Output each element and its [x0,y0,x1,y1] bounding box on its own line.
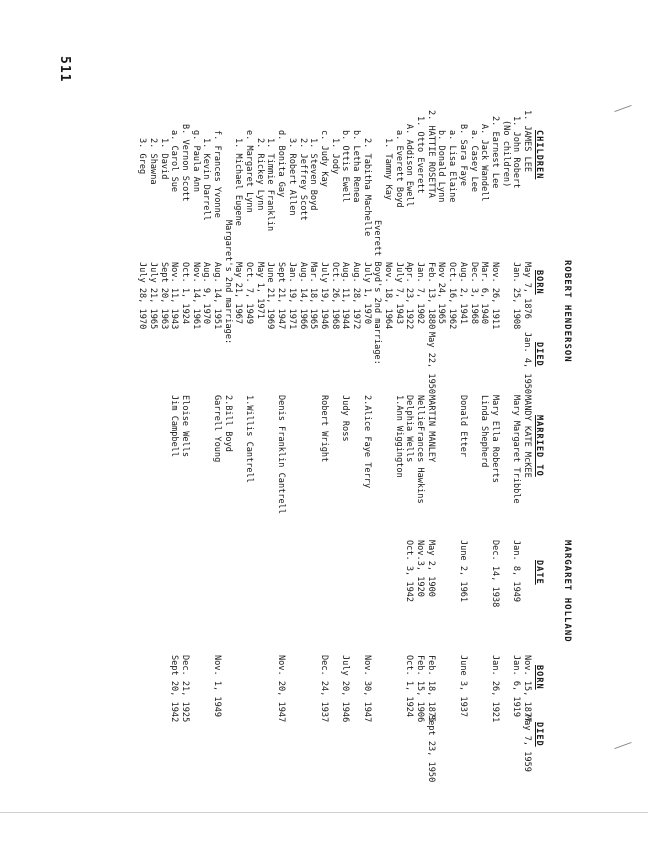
cell-married: MANDY KATE McKEE [522,395,532,478]
cell-born: Mar. 6, 1940 [479,262,490,325]
table-body [137,110,532,783]
cell-born: May 7, 1876 [522,262,532,319]
cell-name: 1. Michael Eugene [233,138,244,226]
cell-born: July 28, 1970 [137,262,148,330]
table-row [297,110,308,750]
cell-name: 2. Tabitha Machelle [361,138,372,237]
table-row [521,110,532,772]
table-row [511,110,522,750]
cell-born: Aug. 11, 1944 [340,262,351,330]
cell-name: 1. Otto Everett [415,116,426,194]
genealogy-table [52,110,572,783]
table-row [404,110,415,750]
col-spouse-born: BORN [534,665,544,690]
cell-name: 1. Kevin Darrell [201,138,212,221]
cell-married: Eloise Wells [180,395,190,458]
table-row [414,110,425,750]
cell-name: 1. John Robert [511,116,522,189]
cell-name: b. Letha Renea [351,130,361,203]
cell-married: Linda Shepherd [479,395,490,468]
cell-name: g. Paula Ann [190,130,201,193]
cell-name: A. Jack Wandell [479,124,490,202]
cell-name: 1. David [158,138,169,180]
cell-married: 2.Alice Faye Terry [361,395,372,489]
cell-sborn: July 20, 1946 [340,655,351,723]
table-row [286,110,297,750]
cell-born: Aug. 14, 1951 [212,262,223,330]
cell-name: 3. Robert Allen [286,138,297,216]
table-row [137,110,148,750]
cell-sborn: Dec. 21, 1925 [180,655,190,723]
bottom-rule [0,812,648,813]
cell-married: 1.Willis Cantrell [244,395,255,483]
cell-married: 1.Ann Wiggington [393,395,404,478]
cell-born: May 1, 1971 [254,262,265,319]
cell-born: Oct. 7, 1949 [244,262,255,325]
cell-sdied: Sept 23, 1950 [425,715,436,783]
cell-name: B. Sara Faye [457,124,468,187]
col-spouse-died: DIED [534,722,544,747]
cell-born: July 1, 1970 [361,262,372,325]
cell-name: a. Lisa Elaine [447,130,458,203]
cell-born: Nov. 18, 1964 [383,262,394,330]
cell-name: a. Everett Boyd [393,130,404,208]
table-row [169,110,180,750]
cell-sborn: Nov. 30, 1947 [361,655,372,723]
cell-sborn: June 3, 1937 [457,655,468,718]
cell-married: NellieFrances Hawkins [415,395,426,504]
cell-name: Everett Boyd's 2nd marriage: [372,220,383,365]
cell-married: 2.Bill Boyd [222,395,233,452]
cell-born: July 21, 1965 [147,262,158,330]
table-row [361,110,372,750]
cell-born: May 21, 1967 [233,262,244,325]
cell-sborn: Dec. 24, 1937 [318,655,329,723]
table-row [276,110,287,750]
cell-name: 1. Tammy Kay [383,138,394,201]
cell-born: Nov. 14, 1961 [190,262,201,330]
cell-born: Aug. 14, 1966 [297,262,308,330]
table-row [382,110,393,750]
table-row [447,110,458,750]
col-died: DIED [534,342,544,367]
cell-name: c. Judy Kay [318,130,329,187]
cell-married: Denis Franklin Cantrell [276,395,287,514]
table-row [393,110,404,750]
cell-born: Jan. 19, 1971 [286,262,297,330]
col-born: BORN [534,270,544,295]
cell-date: Nov.3, 1920 [415,540,426,597]
cell-name: 2. Earnest Lee [489,116,500,189]
cell-name: Margaret's 2nd marriage: [222,220,233,345]
cell-date: Dec. 14, 1938 [489,540,500,608]
table-row [436,110,447,750]
table-row [147,110,158,750]
cell-sborn: Nov. 20, 1947 [276,655,287,723]
cell-born: Jan. 25, 1908 [511,262,522,330]
cell-born: Oct. 1, 1924 [180,262,190,325]
table-row [243,110,254,750]
table-row [190,110,201,750]
table-row [489,110,500,750]
table-row [308,110,319,750]
cell-name: 1. JAMES LEE [522,110,532,173]
table-row [479,110,490,750]
cell-sborn: Feb. 15, 1906 [415,655,426,723]
cell-name: a. Casey Lee [468,130,479,193]
cell-born: June 21, 1969 [265,262,276,330]
table-row [254,110,265,750]
cell-born: Nov. 26, 1911 [489,262,500,330]
header-mother: MARGARET HOLLAND [562,540,572,643]
cell-married: Delphia Wells [404,395,415,463]
cell-born: Aug. 28, 1972 [351,262,361,330]
cell-born: July 19, 1946 [318,262,329,330]
cell-name: b. Donald Lynn [436,130,447,203]
cell-married: Jim Campbell [169,395,180,458]
table-row [329,110,340,750]
col-date: DATE [534,560,544,585]
cell-name: d. Bonita Gay [276,130,287,198]
cell-died: May 22, 1950 [425,332,436,395]
cell-name: b. Ottis Ewell [340,130,351,203]
cell-sborn: Sept 20, 1942 [169,655,180,723]
header-father: ROBERT HENDERSON [562,260,572,363]
cell-name: 3. Greg [137,138,148,175]
cell-born: Oct. 26, 1968 [329,262,340,330]
page-number: 511 [57,56,72,83]
cell-married: Mary Margaret Tribble [511,395,522,504]
cell-born: Dec. 3, 1968 [468,262,479,325]
cell-name: 2. Rickey Lynn [254,138,265,211]
cell-name: 2. HATTIE ROSETTA [425,110,436,198]
cell-born: Sept 20, 1963 [158,262,169,330]
cell-born: Aug. 2, 1941 [457,262,468,325]
table-row [201,110,212,750]
cell-born: Aug. 9, 1970 [201,262,212,325]
cell-married: MARTIN MANLEY [425,395,436,463]
table-row [222,110,233,750]
cell-date: May 2, 1900 [425,540,436,597]
cell-born: Apr. 23, 1922 [404,262,415,330]
cell-born: Sept 21, 1947 [276,262,287,330]
table-row [318,110,329,750]
cell-sdied: May 7, 1959 [522,715,532,772]
cell-name: a. Carol Sue [169,130,180,193]
table-row [350,110,361,750]
table-row [468,110,479,750]
cell-name: B. Vernon Scott [180,124,190,202]
cell-born: Nov. 11, 1943 [169,262,180,330]
cell-name: 2. Shawna [147,138,158,185]
cell-name: 1. Steven Boyd [308,138,319,211]
cell-born: Jan. 7, 1902 [415,262,426,325]
cell-date: Jan. 8, 1949 [511,540,522,603]
cell-name: 1. Jody [329,138,340,175]
cell-sborn: Nov. 15, 1877 [522,655,532,723]
cell-born: Oct. 16, 1962 [447,262,458,330]
cell-married: Judy Ross [340,395,351,442]
cell-sborn: Jan. 26, 1921 [489,655,500,723]
table-row [211,110,222,750]
cell-born: July 7, 1943 [393,262,404,325]
cell-died: Jan. 4, 1950 [522,332,532,395]
cell-married: Robert Wright [318,395,329,463]
table-row [425,110,436,783]
table-row [265,110,276,750]
cell-born: Feb. 13, 1880 [425,262,436,330]
table-row [158,110,169,750]
cell-name: e. Margaret Lynn [244,130,255,213]
edge-mark [614,742,631,749]
table-row [179,110,190,750]
cell-sborn: Nov. 1, 1949 [212,655,223,718]
edge-mark [614,105,631,112]
cell-married: Garrell Young [212,395,223,463]
cell-married: Donald Etter [457,395,468,458]
table-row [457,110,468,750]
cell-born: Mar. 18, 1965 [308,262,319,330]
cell-sborn: Feb. 18, 1875 [425,655,436,723]
cell-sborn: Jan. 6, 1919 [511,655,522,718]
cell-date: Oct. 3, 1942 [404,540,415,603]
cell-sborn: Oct. 1, 1924 [404,655,415,718]
cell-name: (No children) [500,120,511,188]
col-married-to: MARRIED TO [534,415,544,477]
cell-name: f. Frances Yvonne [212,130,223,218]
cell-name: 1. Timmie Franklin [265,138,276,232]
table-row [233,110,244,750]
cell-married: Mary Ella Roberts [489,395,500,483]
table-row [372,110,383,750]
cell-name: 2. Jeffrey Scott [297,138,308,221]
col-children: CHILDREN [534,130,544,180]
table-row [340,110,351,750]
cell-date: June 2, 1961 [457,540,468,603]
cell-name: A. Addison Ewell [404,124,415,207]
table-row [500,110,511,750]
cell-born: Nov 24, 1965 [436,262,447,325]
